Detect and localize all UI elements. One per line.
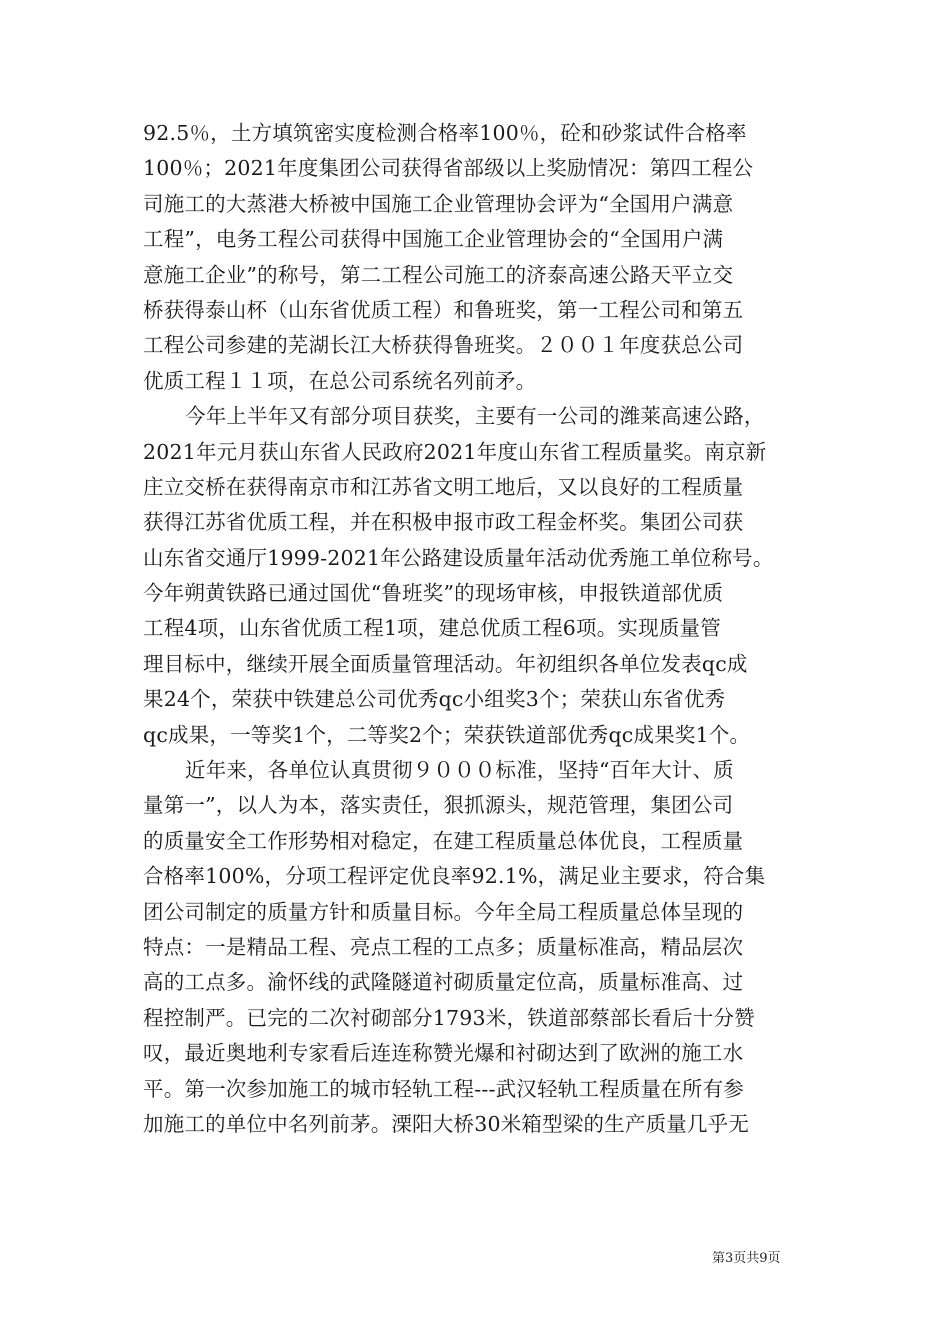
text-line: 意施工企业”的称号，第二工程公司施工的济泰高速公路天平立交 bbox=[143, 262, 734, 287]
text-line: 92.5％，土方填筑密实度检测合格率100％，砼和砂浆试件合格率 bbox=[143, 121, 747, 145]
text-line: 庄立交桥在获得南京市和江苏省文明工地后，又以良好的工程质量 bbox=[143, 474, 744, 499]
text-line: 工程”，电务工程公司获得中国施工企业管理协会的“全国用户满 bbox=[143, 227, 724, 252]
text-line: 的质量安全工作形势相对稳定，在建工程质量总体优良，工程质量 bbox=[143, 828, 744, 853]
text-line: 桥获得泰山杯（山东省优质工程）和鲁班奖，第一工程公司和第五 bbox=[143, 297, 744, 322]
text-line: 100％；2021年度集团公司获得省部级以上奖励情况：第四工程公 bbox=[143, 156, 754, 181]
text-line: 获得江苏省优质工程，并在积极申报市政工程金杯奖。集团公司获 bbox=[143, 510, 744, 535]
text-line: 今年朔黄铁路已通过国优“鲁班奖”的现场审核，申报铁道部优质 bbox=[143, 581, 724, 606]
text-line: 山东省交通厅1999-2021年公路建设质量年活动优秀施工单位称号。 bbox=[143, 545, 774, 570]
text-line: 2021年元月获山东省人民政府2021年度山东省工程质量奖。南京新 bbox=[143, 439, 767, 464]
text-line: 高的工点多。渝怀线的武隆隧道衬砌质量定位高，质量标准高、过 bbox=[143, 970, 744, 995]
text-line: 合格率100%，分项工程评定优良率92.1%，满足业主要求，符合集 bbox=[143, 864, 766, 889]
text-line: 特点：一是精品工程、亮点工程的工点多；质量标准高，精品层次 bbox=[143, 934, 744, 959]
text-line: 果24个，荣获中铁建总公司优秀qc小组奖3个；荣获山东省优秀 bbox=[143, 687, 726, 712]
text-line: 今年上半年又有部分项目获奖，主要有一公司的潍莱高速公路， bbox=[185, 404, 765, 429]
text-line: 优质工程１１项，在总公司系统名列前矛。 bbox=[143, 368, 537, 393]
text-line: qc成果，一等奖1个，二等奖2个；荣获铁道部优秀qc成果奖1个。 bbox=[143, 722, 751, 747]
text-line: 工程公司参建的芜湖长江大桥获得鲁班奖。２００１年度获总公司 bbox=[143, 333, 744, 358]
text-line: 近年来，各单位认真贯彻９０００标准，坚持“百年大计、质 bbox=[185, 758, 734, 783]
text-line: 程控制严。已完的二次衬砌部分1793米，铁道部蔡部长看后十分赞 bbox=[143, 1005, 755, 1030]
text-line: 平。第一次参加施工的城市轻轨工程---武汉轻轨工程质量在所有参 bbox=[143, 1076, 744, 1101]
text-line: 团公司制定的质量方针和质量目标。今年全局工程质量总体呈现的 bbox=[143, 899, 744, 924]
text-line: 理目标中，继续开展全面质量管理活动。年初组织各单位发表qc成 bbox=[143, 651, 748, 676]
document-body bbox=[143, 116, 809, 1142]
text-line: 加施工的单位中名列前茅。溧阳大桥30米箱型梁的生产质量几乎无 bbox=[143, 1111, 750, 1136]
page-number: 第3页共9页 bbox=[712, 1251, 781, 1266]
text-line: 叹，最近奥地利专家看后连连称赞光爆和衬砌达到了欧洲的施工水 bbox=[143, 1041, 744, 1066]
text-line: 司施工的大蒸港大桥被中国施工企业管理协会评为“全国用户满意 bbox=[143, 191, 734, 216]
text-line: 工程4项，山东省优质工程1项，建总优质工程6项。实现质量管 bbox=[143, 616, 721, 641]
text-line: 量第一”，以人为本，落实责任，狠抓源头，规范管理，集团公司 bbox=[143, 793, 734, 818]
